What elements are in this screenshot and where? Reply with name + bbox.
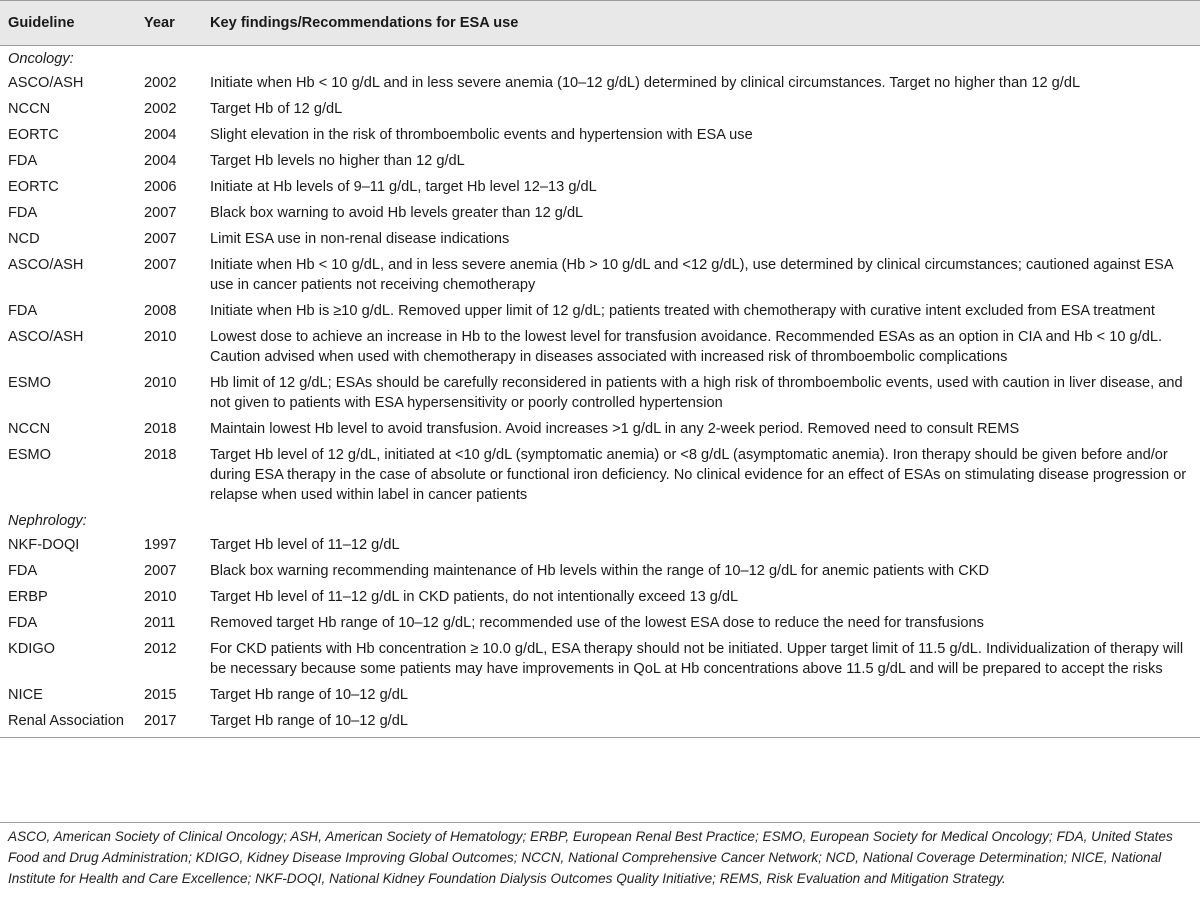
section-header-row: [0, 508, 1200, 532]
table-footnote: ASCO, American Society of Clinical Oncology; ASH, American Society of Hematology; ERBP, European Renal Best Practice; ESMO, European Society for Medical Oncology; FDA, United States Food and Drug Administration; KDIGO, Kidney Disease Improving Global Outcomes; NCCN, National Comprehensive Cancer Network; NCD, National Coverage Determination; NICE, National Institute for Health and Care Excellence; NKF-DOQI, National Kidney Foundation Dialysis Outcomes Quality Initiative; REMS, Risk Evaluation and Mitigation Strategy.: [8, 829, 1173, 886]
cell-findings: Target Hb range of 10–12 g/dL: [202, 708, 1200, 738]
cell-guideline: FDA: [8, 615, 38, 631]
cell-guideline: ERBP: [8, 589, 48, 605]
cell-guideline: ESMO: [8, 375, 51, 391]
cell-findings: Target Hb range of 10–12 g/dL: [210, 687, 408, 703]
cell-year: 2007: [144, 231, 177, 247]
cell-findings: Target Hb levels no higher than 12 g/dL: [210, 153, 465, 169]
table-body: [0, 46, 1200, 738]
cell-guideline: FDA: [8, 563, 38, 579]
cell-guideline: NCCN: [8, 421, 51, 437]
cell-guideline: NCD: [8, 231, 40, 247]
table-row: [0, 226, 1200, 252]
cell-findings: For CKD patients with Hb concentration ≥ 10.0 g/dL, ESA therapy should not be initiated. Upper target limit of 11.5 g/dL. Individualization of therapy will be necessary because some patients may have improvements in QoL at Hb concentrations above 11.5 g/dL and will be prepared to accept the risks: [210, 641, 1184, 677]
table-row: [0, 70, 1200, 96]
header-findings: Key findings/Recommendations for ESA use: [202, 1, 1200, 46]
table-row: [0, 442, 1200, 508]
table-row: [0, 416, 1200, 442]
footnote-divider: [0, 822, 1200, 823]
cell-findings: Initiate when Hb is ≥10 g/dL. Removed upper limit of 12 g/dL; patients treated with chemotherapy with curative intent excluded from ESA treatment: [210, 303, 1155, 319]
table-row: [0, 200, 1200, 226]
section-header-row: [0, 46, 1200, 71]
cell-findings: Maintain lowest Hb level to avoid transfusion. Avoid increases >1 g/dL in any 2-week period. Removed need to consult REMS: [210, 421, 1020, 437]
cell-guideline: NKF-DOQI: [8, 537, 80, 553]
cell-year: 2004: [144, 127, 177, 143]
cell-findings: Hb limit of 12 g/dL; ESAs should be carefully reconsidered in patients with a high risk of thromboembolic events, used with caution in liver disease, and not given to patients with ESA hypersensitivity or poorly controlled hypertension: [210, 375, 1183, 411]
cell-year: 2018: [144, 421, 177, 437]
cell-guideline: Renal Association: [0, 708, 144, 738]
table-row: [0, 558, 1200, 584]
section-label: Oncology:: [8, 51, 74, 67]
table-row: [0, 584, 1200, 610]
cell-year: 2018: [144, 447, 177, 463]
cell-guideline: EORTC: [8, 179, 59, 195]
cell-year: 2007: [144, 257, 177, 273]
table-row: [0, 324, 1200, 370]
table-row: [0, 708, 1200, 738]
cell-year: 2012: [144, 641, 177, 657]
cell-guideline: FDA: [8, 205, 38, 221]
cell-year: 2006: [144, 179, 177, 195]
table-header-row: [0, 1, 1200, 46]
cell-year: 2011: [144, 615, 176, 631]
cell-year: 2002: [144, 101, 177, 117]
table-row: [0, 370, 1200, 416]
table-row: [0, 252, 1200, 298]
table-row: [0, 298, 1200, 324]
table-row: [0, 682, 1200, 708]
table-row: [0, 174, 1200, 200]
header-year: Year: [144, 1, 202, 46]
table-row: [0, 96, 1200, 122]
cell-year: 2015: [144, 687, 177, 703]
cell-guideline: ASCO/ASH: [8, 75, 84, 91]
cell-year: 2010: [144, 329, 177, 345]
table-row: [0, 148, 1200, 174]
cell-findings: Black box warning to avoid Hb levels greater than 12 g/dL: [210, 205, 584, 221]
header-guideline: Guideline: [0, 1, 144, 46]
cell-guideline: NCCN: [8, 101, 51, 117]
cell-findings: Target Hb level of 11–12 g/dL in CKD patients, do not intentionally exceed 13 g/dL: [210, 589, 739, 605]
cell-year: 2008: [144, 303, 177, 319]
cell-guideline: FDA: [8, 303, 38, 319]
table-row: [0, 532, 1200, 558]
cell-year: 2017: [144, 708, 202, 738]
cell-findings: Target Hb level of 11–12 g/dL: [210, 537, 400, 553]
cell-findings: Limit ESA use in non-renal disease indications: [210, 231, 510, 247]
cell-year: 2002: [144, 75, 177, 91]
cell-guideline: KDIGO: [8, 641, 56, 657]
cell-findings: Lowest dose to achieve an increase in Hb to the lowest level for transfusion avoidance. Recommended ESAs as an option in CIA and Hb < 10 g/dL. Caution advised when used with chemotherapy in diseases associated with increased risk of thromboembolic complications: [210, 329, 1162, 365]
cell-year: 2007: [144, 563, 177, 579]
cell-year: 2010: [144, 375, 177, 391]
cell-findings: Target Hb level of 12 g/dL, initiated at <10 g/dL (symptomatic anemia) or <8 g/dL (asymptomatic anemia). Iron therapy should be given before and/or during ESA therapy in the case of absolute or functional iron deficiency. No clinical evidence for an effect of ESAs on stimulating disease progression or relapse when used within label in cancer patients: [210, 447, 1187, 503]
cell-guideline: FDA: [8, 153, 38, 169]
cell-findings: Slight elevation in the risk of thromboembolic events and hypertension with ESA use: [210, 127, 753, 143]
cell-guideline: NICE: [8, 687, 43, 703]
cell-guideline: EORTC: [8, 127, 59, 143]
table-row: [0, 122, 1200, 148]
cell-year: 1997: [144, 537, 177, 553]
cell-guideline: ASCO/ASH: [8, 257, 84, 273]
cell-year: 2004: [144, 153, 177, 169]
cell-findings: Initiate at Hb levels of 9–11 g/dL, target Hb level 12–13 g/dL: [210, 179, 597, 195]
cell-year: 2007: [144, 205, 177, 221]
section-label: Nephrology:: [8, 513, 87, 529]
cell-guideline: ESMO: [8, 447, 51, 463]
cell-year: 2010: [144, 589, 177, 605]
cell-findings: Target Hb of 12 g/dL: [210, 101, 343, 117]
cell-findings: Removed target Hb range of 10–12 g/dL; recommended use of the lowest ESA dose to reduce the need for transfusions: [210, 615, 984, 631]
cell-findings: Initiate when Hb < 10 g/dL, and in less severe anemia (Hb > 10 g/dL and <12 g/dL), use determined by clinical circumstances; cautioned against ESA use in cancer patients not receiving chemotherapy: [210, 257, 1173, 293]
cell-findings: Initiate when Hb < 10 g/dL and in less severe anemia (10–12 g/dL) determined by clinical circumstances. Target no higher than 12 g/dL: [210, 75, 1081, 91]
table-row: [0, 636, 1200, 682]
cell-guideline: ASCO/ASH: [8, 329, 84, 345]
table-row: [0, 610, 1200, 636]
cell-findings: Black box warning recommending maintenance of Hb levels within the range of 10–12 g/dL for anemic patients with CKD: [210, 563, 990, 579]
